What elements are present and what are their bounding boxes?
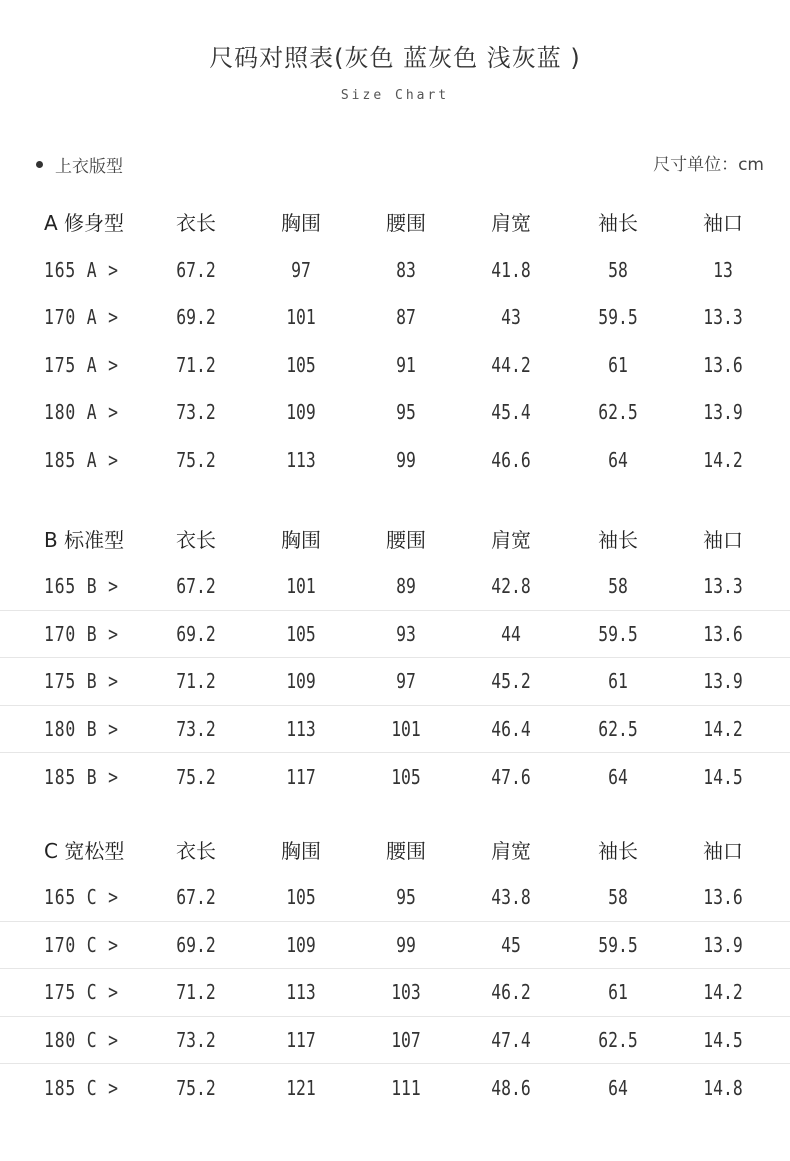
size-cell: 165 C > (44, 885, 119, 910)
table-cell: 67.2 (176, 885, 216, 910)
table-header-row (0, 196, 790, 246)
column-header: 袖口 (703, 527, 743, 552)
column-header: 袖口 (703, 838, 743, 863)
size-cell: 175 A > (44, 352, 119, 377)
group-label: B 标准型 (44, 527, 125, 552)
table-cell: 73.2 (176, 1027, 216, 1052)
table-row (0, 922, 790, 970)
table-cell: 62.5 (598, 1027, 638, 1052)
table-cell: 46.6 (491, 447, 531, 472)
column-header: 肩宽 (491, 527, 531, 552)
table-cell: 73.2 (176, 716, 216, 741)
table-cell: 44 (501, 621, 521, 646)
table-row (0, 753, 790, 801)
table-cell: 109 (286, 932, 316, 957)
page-subtitle: Size Chart (340, 88, 450, 103)
table-row (0, 436, 790, 484)
table-row (0, 969, 790, 1017)
unit-label: 尺寸单位：cm (653, 155, 764, 175)
column-header: 袖长 (598, 527, 638, 552)
table-cell: 13.6 (703, 352, 743, 377)
column-header: 肩宽 (491, 838, 531, 863)
table-cell: 46.4 (491, 716, 531, 741)
table-cell: 14.5 (703, 1027, 743, 1052)
column-header: 胸围 (281, 527, 321, 552)
table-cell: 42.8 (491, 574, 531, 599)
size-cell: 180 B > (44, 716, 119, 741)
table-row (0, 563, 790, 611)
size-cell: 185 C > (44, 1075, 119, 1100)
table-cell: 46.2 (491, 980, 531, 1005)
table-cell: 111 (391, 1075, 421, 1100)
column-header: 袖长 (598, 210, 638, 235)
table-header-row (0, 513, 790, 563)
table-cell: 73.2 (176, 400, 216, 425)
table-cell: 101 (286, 574, 316, 599)
table-cell: 97 (291, 257, 311, 282)
table-cell: 101 (391, 716, 421, 741)
column-header: 袖长 (598, 838, 638, 863)
table-cell: 109 (286, 400, 316, 425)
table-cell: 58 (608, 574, 628, 599)
table-cell: 109 (286, 669, 316, 694)
table-cell: 45.4 (491, 400, 531, 425)
table-cell: 13.3 (703, 574, 743, 599)
table-cell: 58 (608, 257, 628, 282)
table-cell: 69.2 (176, 621, 216, 646)
table-row (0, 1064, 790, 1112)
column-header: 衣长 (176, 210, 216, 235)
table-cell: 64 (608, 447, 628, 472)
size-table-a (0, 196, 790, 484)
page-title: 尺码对照表(灰色 蓝灰色 浅灰蓝 ) (209, 44, 581, 72)
table-cell: 61 (608, 669, 628, 694)
table-cell: 14.2 (703, 716, 743, 741)
column-header: 胸围 (281, 838, 321, 863)
column-header: 袖口 (703, 210, 743, 235)
table-cell: 64 (608, 764, 628, 789)
table-cell: 13.6 (703, 885, 743, 910)
table-cell: 47.4 (491, 1027, 531, 1052)
column-header: 肩宽 (491, 210, 531, 235)
table-cell: 43 (501, 305, 521, 330)
table-cell: 75.2 (176, 447, 216, 472)
table-cell: 59.5 (598, 932, 638, 957)
column-header: 胸围 (281, 210, 321, 235)
table-cell: 14.5 (703, 764, 743, 789)
table-cell: 13.9 (703, 669, 743, 694)
table-cell: 95 (396, 400, 416, 425)
size-cell: 170 A > (44, 305, 119, 330)
table-row (0, 874, 790, 922)
size-cell: 170 C > (44, 932, 119, 957)
table-cell: 105 (286, 885, 316, 910)
table-cell: 58 (608, 885, 628, 910)
table-cell: 99 (396, 447, 416, 472)
table-cell: 75.2 (176, 764, 216, 789)
table-cell: 105 (286, 621, 316, 646)
table-cell: 105 (391, 764, 421, 789)
table-cell: 95 (396, 885, 416, 910)
table-cell: 103 (391, 980, 421, 1005)
size-table-b (0, 513, 790, 801)
size-cell: 185 A > (44, 447, 119, 472)
size-cell: 175 C > (44, 980, 119, 1005)
table-cell: 44.2 (491, 352, 531, 377)
table-row (0, 658, 790, 706)
size-cell: 165 B > (44, 574, 119, 599)
group-label: C 宽松型 (44, 838, 125, 863)
table-cell: 67.2 (176, 574, 216, 599)
table-row (0, 246, 790, 294)
table-cell: 91 (396, 352, 416, 377)
size-cell: 185 B > (44, 764, 119, 789)
section-label (36, 152, 123, 177)
table-cell: 69.2 (176, 932, 216, 957)
bullet-icon (36, 161, 43, 168)
size-table-c (0, 824, 790, 1112)
table-cell: 14.2 (703, 980, 743, 1005)
table-cell: 13.9 (703, 932, 743, 957)
table-cell: 13.9 (703, 400, 743, 425)
table-cell: 41.8 (491, 257, 531, 282)
table-cell: 13.3 (703, 305, 743, 330)
table-cell: 97 (396, 669, 416, 694)
table-cell: 43.8 (491, 885, 531, 910)
table-cell: 71.2 (176, 669, 216, 694)
table-cell: 14.8 (703, 1075, 743, 1100)
table-cell: 105 (286, 352, 316, 377)
table-cell: 87 (396, 305, 416, 330)
table-row (0, 294, 790, 342)
size-cell: 175 B > (44, 669, 119, 694)
table-row (0, 1017, 790, 1065)
table-header-row (0, 824, 790, 874)
table-cell: 71.2 (176, 980, 216, 1005)
size-cell: 180 C > (44, 1027, 119, 1052)
table-cell: 107 (391, 1027, 421, 1052)
size-cell: 165 A > (44, 257, 119, 282)
table-row (0, 389, 790, 437)
table-cell: 62.5 (598, 716, 638, 741)
table-cell: 121 (286, 1075, 316, 1100)
table-cell: 89 (396, 574, 416, 599)
column-header: 衣长 (176, 838, 216, 863)
table-cell: 101 (286, 305, 316, 330)
size-cell: 170 B > (44, 621, 119, 646)
table-row (0, 341, 790, 389)
table-cell: 93 (396, 621, 416, 646)
table-cell: 113 (286, 716, 316, 741)
table-cell: 61 (608, 980, 628, 1005)
table-cell: 71.2 (176, 352, 216, 377)
table-cell: 62.5 (598, 400, 638, 425)
table-cell: 45 (501, 932, 521, 957)
table-cell: 113 (286, 447, 316, 472)
column-header: 腰围 (386, 210, 426, 235)
table-row (0, 706, 790, 754)
table-cell: 69.2 (176, 305, 216, 330)
table-cell: 83 (396, 257, 416, 282)
table-cell: 99 (396, 932, 416, 957)
size-cell: 180 A > (44, 400, 119, 425)
table-cell: 117 (286, 1027, 316, 1052)
table-cell: 13 (713, 257, 733, 282)
table-cell: 75.2 (176, 1075, 216, 1100)
table-cell: 47.6 (491, 764, 531, 789)
table-row (0, 611, 790, 659)
table-cell: 64 (608, 1075, 628, 1100)
section-label-text: 上衣版型 (55, 157, 123, 177)
table-cell: 13.6 (703, 621, 743, 646)
table-cell: 14.2 (703, 447, 743, 472)
column-header: 腰围 (386, 527, 426, 552)
table-cell: 61 (608, 352, 628, 377)
table-cell: 59.5 (598, 305, 638, 330)
column-header: 衣长 (176, 527, 216, 552)
table-cell: 48.6 (491, 1075, 531, 1100)
table-cell: 67.2 (176, 257, 216, 282)
table-cell: 117 (286, 764, 316, 789)
group-label: A 修身型 (44, 210, 125, 235)
table-cell: 59.5 (598, 621, 638, 646)
column-header: 腰围 (386, 838, 426, 863)
table-cell: 45.2 (491, 669, 531, 694)
table-cell: 113 (286, 980, 316, 1005)
